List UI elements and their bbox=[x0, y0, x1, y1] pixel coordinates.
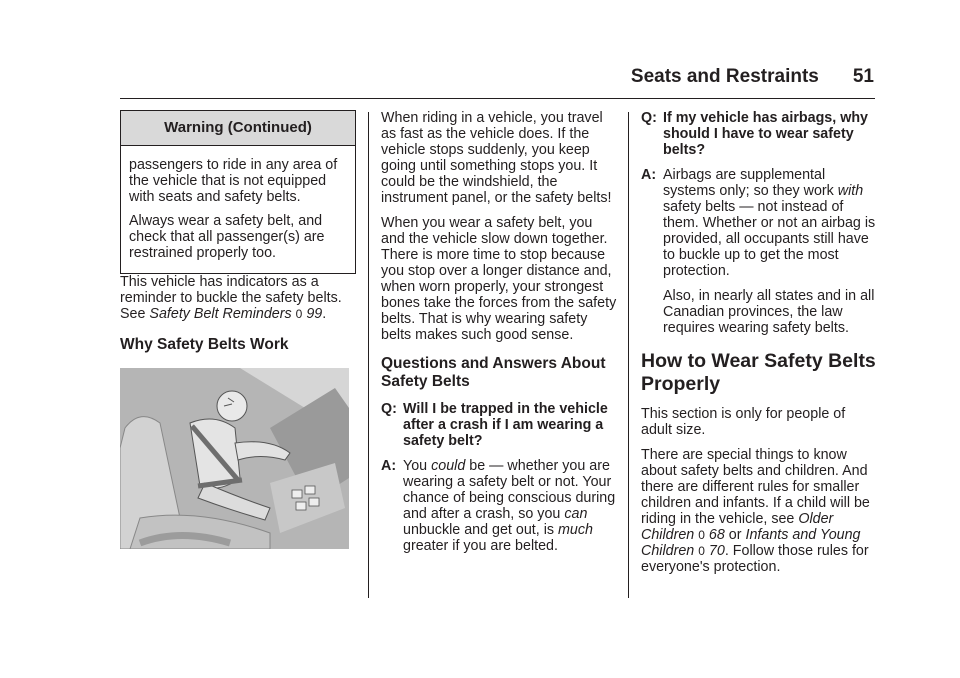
header-rule bbox=[120, 98, 875, 99]
column-divider-1 bbox=[368, 112, 369, 598]
column-divider-2 bbox=[628, 112, 629, 598]
reminder-end: . bbox=[322, 306, 327, 322]
heading-questions-and-answers: Questions and Answers About Safety Belts bbox=[381, 355, 606, 390]
column-1 bbox=[120, 110, 356, 549]
paragraph: This section is only for people of adult size. bbox=[641, 406, 846, 438]
paragraph: When riding in a vehicle, you travel as fast as the vehicle does. If the vehicle stops suddenly, you keep going until something stops you. It could be the windshield, the instrument panel, or the safety belts! bbox=[381, 110, 612, 206]
answer-label: A: bbox=[381, 458, 397, 474]
heading-how-to-wear-safety-belts: How to Wear Safety Belts Properly bbox=[641, 350, 876, 395]
page-reference-icon: 0 bbox=[698, 528, 705, 542]
reminder-paragraph bbox=[120, 274, 356, 322]
answer-text-continued: Also, in nearly all states and in all Canadian provinces, the law requires wearing safety belts. bbox=[663, 288, 875, 336]
infants-young-children-page[interactable]: 70 bbox=[708, 543, 725, 559]
older-children-link[interactable]: Older Children bbox=[641, 511, 834, 543]
page-header bbox=[0, 66, 874, 88]
section-title: Seats and Restraints bbox=[630, 66, 819, 87]
page-reference-icon: 0 bbox=[698, 544, 705, 558]
paragraph-children: There are special things to know about safety belts and children. And there are different rules for smaller children and infants. If a child will be riding in the vehicle, see Older Children 0 68 or Infants and Young Children 0 70. Follow those rules for everyone's protection. bbox=[641, 447, 870, 575]
answer-2 bbox=[641, 167, 877, 336]
crash-dummy-illustration bbox=[120, 368, 349, 549]
heading-why-safety-belts-work: Why Safety Belts Work bbox=[120, 336, 289, 353]
safety-belt-reminders-link[interactable]: Safety Belt Reminders bbox=[149, 306, 292, 322]
reminder-text: This vehicle has indicators as a reminder to buckle the safety belts. See bbox=[120, 274, 342, 322]
question-label: Q: bbox=[381, 401, 397, 417]
answer-label: A: bbox=[641, 167, 657, 183]
column-3 bbox=[641, 110, 877, 584]
older-children-page[interactable]: 68 bbox=[708, 527, 725, 543]
warning-paragraph: Always wear a safety belt, and check that all passenger(s) are restrained properly too. bbox=[129, 213, 325, 261]
page-number: 51 bbox=[852, 66, 874, 87]
paragraph: When you wear a safety belt, you and the vehicle slow down together. There is more time to stop because you stop over a longer distance and, when worn properly, your strongest bones take the forces from the safety belts. That is why wearing safety belts makes such good sense. bbox=[381, 215, 617, 343]
warning-title: Warning (Continued) bbox=[121, 111, 355, 146]
warning-box bbox=[120, 110, 356, 274]
column-2 bbox=[381, 110, 617, 563]
reminder-page[interactable]: 99 bbox=[306, 306, 323, 322]
question-text: If my vehicle has airbags, why should I have to wear safety belts? bbox=[663, 110, 869, 158]
question-2 bbox=[641, 110, 877, 158]
page-reference-icon: 0 bbox=[295, 307, 303, 321]
question-text: Will I be trapped in the vehicle after a crash if I am wearing a safety belt? bbox=[403, 401, 608, 449]
answer-text: Airbags are supplemental systems only; so they work with safety belts — not instead of them. Whether or not an airbag is provided, all occupants still have to buckle up to get the most protection. bbox=[663, 167, 876, 279]
warning-body bbox=[121, 146, 355, 273]
infants-young-children-link[interactable]: Infants and Young Children bbox=[641, 527, 861, 559]
answer-1 bbox=[381, 458, 617, 554]
warning-paragraph: passengers to ride in any area of the vehicle that is not equipped with seats and safety belts. bbox=[129, 157, 338, 205]
question-label: Q: bbox=[641, 110, 657, 126]
question-1 bbox=[381, 401, 617, 449]
answer-text: You could be — whether you are wearing a safety belt or not. Your chance of being conscious during and after a crash, so you can unbuckle and get out, is much greater if you are belted. bbox=[403, 458, 616, 554]
